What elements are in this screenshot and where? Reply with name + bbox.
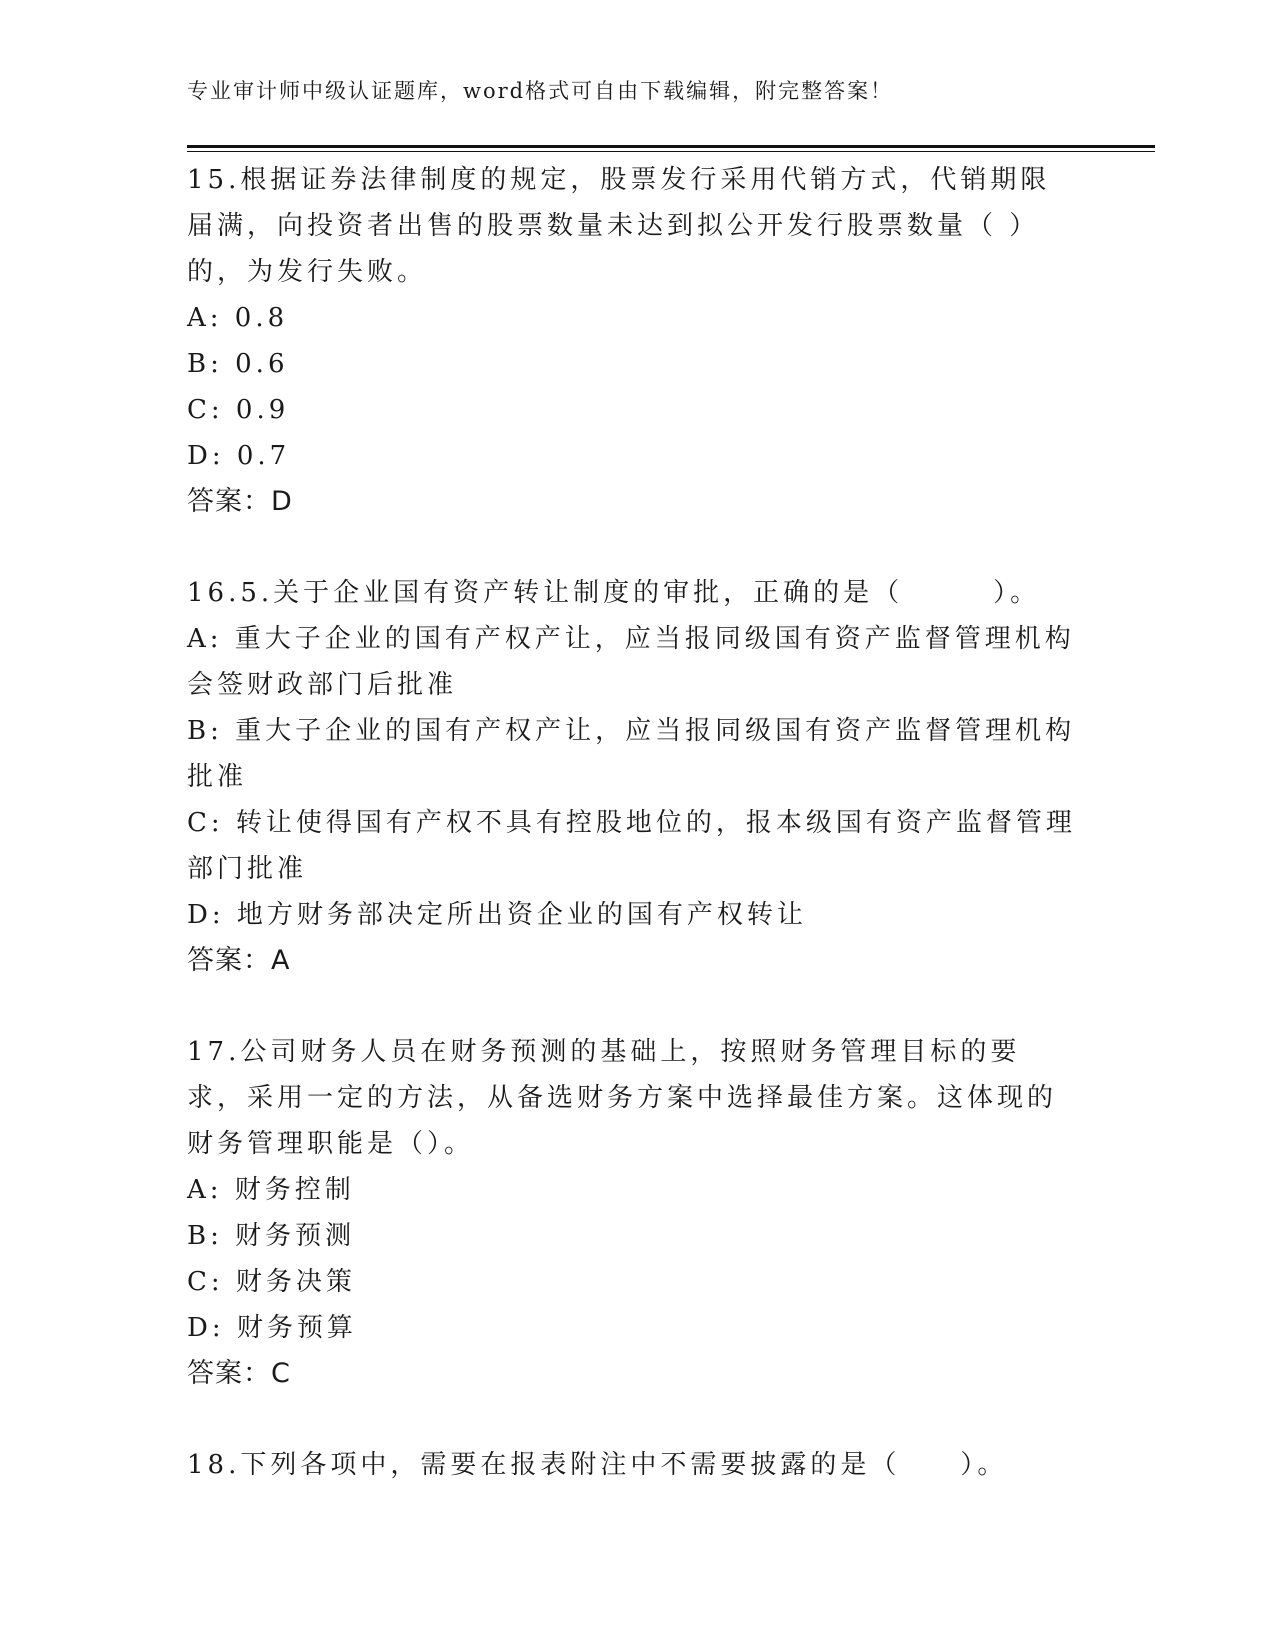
header-divider-thick — [187, 145, 1155, 148]
option-c: C: 转让使得国有产权不具有控股地位的，报本级国有资产监督管理部门批准 — [187, 808, 1076, 884]
option-d: D: 财务预算 — [187, 1313, 357, 1343]
answer-label: 答案：D — [187, 486, 293, 517]
question-16 — [187, 570, 1077, 984]
question-stem: 15.根据证券法律制度的规定，股票发行采用代销方式，代销期限届满，向投资者出售的股票数量未达到拟公开发行股票数量（ ）的，为发行失败。 — [187, 165, 1051, 287]
option-a: A: 财务控制 — [187, 1175, 355, 1205]
question-17 — [187, 1029, 1077, 1397]
header-divider-thin — [187, 151, 1155, 152]
option-b: B: 财务预测 — [187, 1221, 356, 1251]
question-stem: 17.公司财务人员在财务预测的基础上，按照财务管理目标的要求，采用一定的方法，从备选财务方案中选择最佳方案。这体现的财务管理职能是（）。 — [187, 1037, 1058, 1159]
question-stem: 16.5.关于企业国有资产转让制度的审批，正确的是（ ）。 — [187, 578, 1041, 608]
question-list — [187, 157, 1077, 1533]
option-c: C: 财务决策 — [187, 1267, 356, 1297]
document-header: 专业审计师中级认证题库，word格式可自由下载编辑，附完整答案！ — [187, 79, 894, 103]
answer-label: 答案：A — [187, 945, 291, 976]
option-a: A: 重大子企业的国有产权产让，应当报同级国有资产监督管理机构会签财政部门后批准 — [187, 624, 1075, 700]
option-d: D: 0.7 — [187, 441, 291, 471]
question-18 — [187, 1442, 1077, 1488]
option-c: C: 0.9 — [187, 395, 290, 425]
option-a: A: 0.8 — [187, 303, 289, 333]
option-b: B: 0.6 — [187, 349, 289, 379]
option-d: D: 地方财务部决定所出资企业的国有产权转让 — [187, 900, 807, 930]
question-stem: 18.下列各项中，需要在报表附注中不需要披露的是（ ）。 — [187, 1450, 1008, 1480]
question-15 — [187, 157, 1077, 525]
answer-label: 答案：C — [187, 1358, 291, 1389]
option-b: B: 重大子企业的国有产权产让，应当报同级国有资产监督管理机构批准 — [187, 716, 1076, 792]
